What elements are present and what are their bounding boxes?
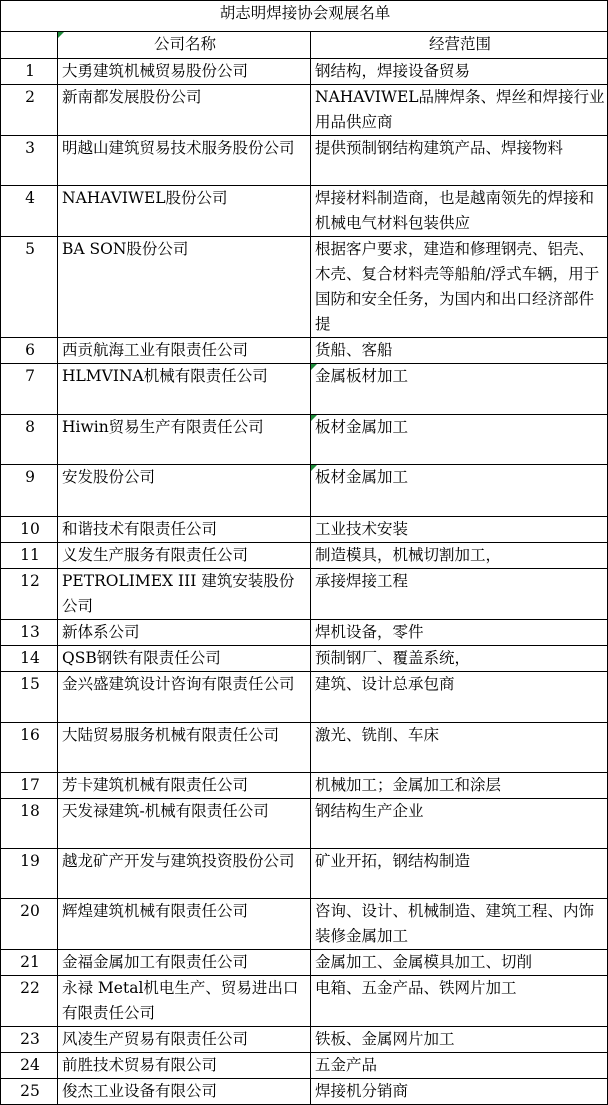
table-row	[1, 849, 608, 899]
company-name: PETROLIMEX III 建筑安装股份公司	[58, 569, 311, 620]
table-row	[1, 543, 608, 569]
row-number: 19	[1, 849, 58, 899]
business-scope: 焊机设备，零件	[311, 620, 608, 646]
header-number	[1, 32, 58, 59]
table-row	[1, 237, 608, 338]
table-row	[1, 364, 608, 415]
business-scope: 建筑、设计总承包商	[311, 672, 608, 723]
table-row	[1, 773, 608, 799]
table-row	[1, 1053, 608, 1079]
table-row	[1, 620, 608, 646]
company-name: 西贡航海工业有限责任公司	[58, 338, 311, 364]
business-scope: 板材金属加工	[311, 465, 608, 517]
business-scope: 板材金属加工	[311, 415, 608, 465]
row-number: 10	[1, 517, 58, 543]
table-row	[1, 186, 608, 237]
row-number: 12	[1, 569, 58, 620]
business-scope: 根据客户要求，建造和修理钢壳、铝壳、木壳、复合材料壳等船舶/浮式车辆，用于国防和安全任务，为国内和出口经济部件提	[311, 237, 608, 338]
company-name: 新体系公司	[58, 620, 311, 646]
company-name: QSB钢铁有限责任公司	[58, 646, 311, 672]
title-row	[1, 1, 608, 32]
company-name: 义发生产服务有限责任公司	[58, 543, 311, 569]
business-scope: 钢结构，焊接设备贸易	[311, 59, 608, 85]
business-scope: 提供预制钢结构建筑产品、焊接物料	[311, 136, 608, 186]
table-row	[1, 338, 608, 364]
table-row	[1, 799, 608, 849]
row-number: 2	[1, 85, 58, 136]
table-row	[1, 899, 608, 950]
company-name: 天发禄建筑-机械有限责任公司	[58, 799, 311, 849]
row-number: 15	[1, 672, 58, 723]
row-number: 11	[1, 543, 58, 569]
table-row	[1, 569, 608, 620]
company-name: 芳卡建筑机械有限责任公司	[58, 773, 311, 799]
company-name: 安发股份公司	[58, 465, 311, 517]
row-number: 13	[1, 620, 58, 646]
company-name: 大陆贸易服务机械有限责任公司	[58, 723, 311, 773]
table-row	[1, 517, 608, 543]
business-scope: 焊接机分销商	[311, 1079, 608, 1105]
table-row	[1, 950, 608, 976]
row-number: 7	[1, 364, 58, 415]
header-scope: 经营范围	[311, 32, 608, 59]
table-row	[1, 415, 608, 465]
row-number: 3	[1, 136, 58, 186]
row-number: 1	[1, 59, 58, 85]
business-scope: 五金产品	[311, 1053, 608, 1079]
company-name: 永禄 Metal机电生产、贸易进出口有限责任公司	[58, 976, 311, 1027]
table-row	[1, 1079, 608, 1105]
row-number: 23	[1, 1027, 58, 1053]
company-name: Hiwin贸易生产有限责任公司	[58, 415, 311, 465]
header-row	[1, 32, 608, 59]
table-row	[1, 723, 608, 773]
business-scope: 工业技术安装	[311, 517, 608, 543]
company-name: 风凌生产贸易有限责任公司	[58, 1027, 311, 1053]
row-number: 22	[1, 976, 58, 1027]
row-number: 25	[1, 1079, 58, 1105]
table-row	[1, 59, 608, 85]
row-number: 9	[1, 465, 58, 517]
row-number: 18	[1, 799, 58, 849]
company-name: 新南都发展股份公司	[58, 85, 311, 136]
company-name: 大勇建筑机械贸易股份公司	[58, 59, 311, 85]
business-scope: 承接焊接工程	[311, 569, 608, 620]
company-name: 辉煌建筑机械有限责任公司	[58, 899, 311, 950]
company-name: BA SON股份公司	[58, 237, 311, 338]
table-row	[1, 646, 608, 672]
table-row	[1, 976, 608, 1027]
business-scope: NAHAVIWEL品牌焊条、焊丝和焊接行业用品供应商	[311, 85, 608, 136]
table-row	[1, 672, 608, 723]
company-name: 金福金属加工有限责任公司	[58, 950, 311, 976]
company-name: HLMVINA机械有限责任公司	[58, 364, 311, 415]
business-scope: 矿业开拓，钢结构制造	[311, 849, 608, 899]
company-name: 前胜技术贸易有限公司	[58, 1053, 311, 1079]
business-scope: 电箱、五金产品、铁网片加工	[311, 976, 608, 1027]
company-name: NAHAVIWEL股份公司	[58, 186, 311, 237]
business-scope: 钢结构生产企业	[311, 799, 608, 849]
table-row	[1, 85, 608, 136]
table-title: 胡志明焊接协会观展名单	[1, 1, 608, 32]
table-row	[1, 465, 608, 517]
row-number: 24	[1, 1053, 58, 1079]
header-company: 公司名称	[58, 32, 311, 59]
business-scope: 金属板材加工	[311, 364, 608, 415]
business-scope: 激光、铣削、车床	[311, 723, 608, 773]
business-scope: 制造模具，机械切割加工，	[311, 543, 608, 569]
company-name: 金兴盛建筑设计咨询有限责任公司	[58, 672, 311, 723]
row-number: 8	[1, 415, 58, 465]
row-number: 20	[1, 899, 58, 950]
business-scope: 咨询、设计、机械制造、建筑工程、内饰装修金属加工	[311, 899, 608, 950]
row-number: 6	[1, 338, 58, 364]
row-number: 21	[1, 950, 58, 976]
business-scope: 机械加工；金属加工和涂层	[311, 773, 608, 799]
business-scope: 货船、客船	[311, 338, 608, 364]
business-scope: 预制钢厂、覆盖系统，	[311, 646, 608, 672]
company-name: 明越山建筑贸易技术服务股份公司	[58, 136, 311, 186]
business-scope: 金属加工、金属模具加工、切削	[311, 950, 608, 976]
table-row	[1, 1027, 608, 1053]
business-scope: 铁板、金属网片加工	[311, 1027, 608, 1053]
row-number: 16	[1, 723, 58, 773]
business-scope: 焊接材料制造商，也是越南领先的焊接和机械电气材料包装供应	[311, 186, 608, 237]
row-number: 4	[1, 186, 58, 237]
table-row	[1, 136, 608, 186]
company-name: 俊杰工业设备有限公司	[58, 1079, 311, 1105]
company-name: 越龙矿产开发与建筑投资股份公司	[58, 849, 311, 899]
row-number: 17	[1, 773, 58, 799]
company-name: 和谐技术有限责任公司	[58, 517, 311, 543]
row-number: 14	[1, 646, 58, 672]
row-number: 5	[1, 237, 58, 338]
